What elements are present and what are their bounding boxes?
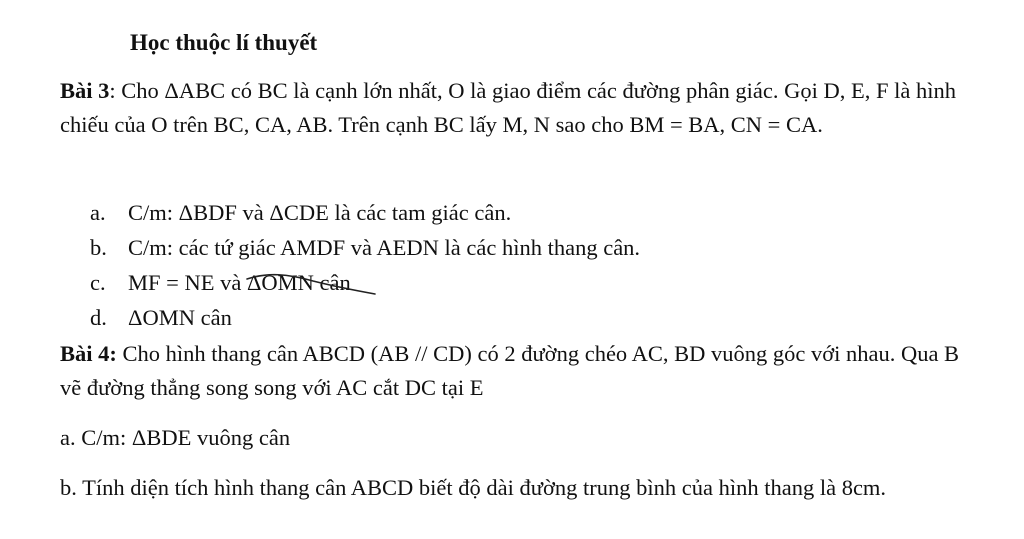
- item-text: ΔOMN cân: [128, 305, 232, 330]
- struck-text-wrap: [247, 266, 351, 300]
- item-marker: b.: [90, 235, 107, 260]
- item-marker: d.: [90, 305, 107, 330]
- item-text: C/m: ΔBDF và ΔCDE là các tam giác cân.: [128, 200, 512, 225]
- exercise-3-item-d: [90, 301, 232, 335]
- exercise-3-statement: [60, 74, 985, 142]
- exercise-4-text: Cho hình thang cân ABCD (AB // CD) có 2 đường chéo AC, BD vuông góc với nhau. Qua B vẽ đường thẳng song song với AC cắt DC tại E: [60, 341, 965, 400]
- exercise-4-part-a: a. C/m: ΔBDE vuông cân: [60, 425, 291, 450]
- heading: Học thuộc lí thuyết: [130, 30, 318, 55]
- exercise-4-part-b: b. Tính diện tích hình thang cân ABCD biết độ dài đường trung bình của hình thang là 8cm.: [60, 475, 887, 500]
- exercise-4-label: Bài 4:: [60, 341, 117, 366]
- struck-text: ΔOMN cân: [246, 270, 351, 295]
- exercise-3-label: Bài 3: [60, 78, 110, 103]
- item-marker: a.: [90, 200, 106, 225]
- exercise-3-text: : Cho ΔABC có BC là cạnh lớn nhất, O là giao điểm các đường phân giác. Gọi D, E, F là hình chiếu của O trên BC, CA, AB. Trên cạnh BC lấy M, N sao cho BM = BA, CN = CA.: [60, 78, 956, 137]
- exercise-3-item-c: [90, 266, 351, 300]
- exercise-4-statement: [60, 337, 985, 405]
- item-text: MF = NE và: [128, 270, 247, 295]
- exercise-3-item-b: [90, 231, 640, 265]
- exercise-3-item-a: [90, 196, 511, 230]
- item-text: C/m: các tứ giác AMDF và AEDN là các hình thang cân.: [128, 235, 641, 260]
- item-marker: c.: [90, 270, 106, 295]
